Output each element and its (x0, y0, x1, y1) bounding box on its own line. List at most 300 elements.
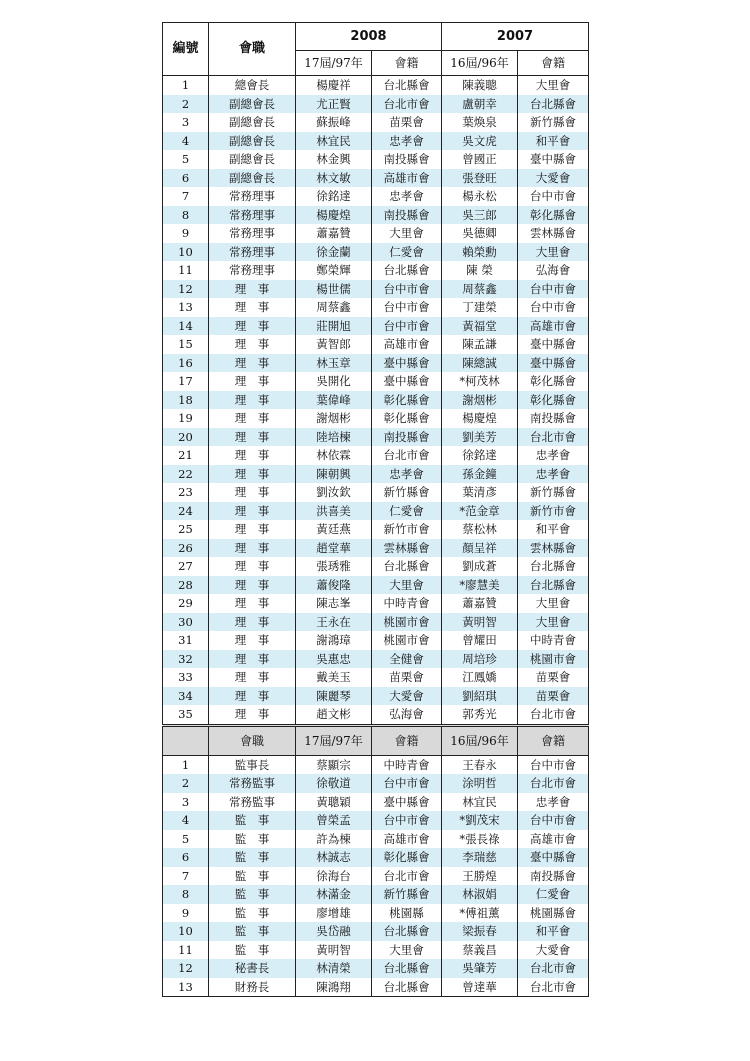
member-2007-cell: 林淑娟 (442, 885, 518, 904)
table-row (163, 150, 589, 169)
member-2008-cell: 尤正賢 (296, 95, 372, 114)
member-2008-cell: 林文敏 (296, 169, 372, 188)
row-number-cell: 9 (163, 224, 209, 243)
role-cell: 理 事 (209, 372, 296, 391)
assoc-2007-cell: 台北縣會 (518, 557, 589, 576)
assoc-2008-cell: 大里會 (372, 224, 442, 243)
assoc-2007-cell: 台北市會 (518, 705, 589, 725)
assoc-2008-cell: 新竹市會 (372, 520, 442, 539)
role-cell: 理 事 (209, 483, 296, 502)
member-2007-cell: 江鳳嬌 (442, 668, 518, 687)
assoc-2007-cell: 仁愛會 (518, 885, 589, 904)
header-term-2007: 16屆/96年 (442, 51, 518, 76)
member-2008-cell: 黃智郎 (296, 335, 372, 354)
assoc-2007-cell: 和平會 (518, 922, 589, 941)
header-assoc-2007: 會籍 (518, 725, 589, 755)
member-2007-cell: 曾國正 (442, 150, 518, 169)
row-number-cell: 8 (163, 206, 209, 225)
row-number-cell: 13 (163, 978, 209, 997)
member-2007-cell: 林宜民 (442, 793, 518, 812)
member-2007-cell: *廖慧美 (442, 576, 518, 595)
blank (163, 725, 209, 755)
member-2007-cell: 梁振春 (442, 922, 518, 941)
role-cell: 理 事 (209, 280, 296, 299)
assoc-2008-cell: 台中市會 (372, 317, 442, 336)
row-number-cell: 3 (163, 113, 209, 132)
row-number-cell: 33 (163, 668, 209, 687)
assoc-2007-cell: 南投縣會 (518, 867, 589, 886)
role-cell: 監 事 (209, 811, 296, 830)
table-row (163, 576, 589, 595)
row-number-cell: 8 (163, 885, 209, 904)
member-2008-cell: 林清榮 (296, 959, 372, 978)
member-2007-cell: 周蔡鑫 (442, 280, 518, 299)
member-2008-cell: 謝鴻璋 (296, 631, 372, 650)
assoc-2008-cell: 忠孝會 (372, 465, 442, 484)
assoc-2008-cell: 仁愛會 (372, 502, 442, 521)
assoc-2007-cell: 中時青會 (518, 631, 589, 650)
table-row (163, 774, 589, 793)
member-2008-cell: 陸培楝 (296, 428, 372, 447)
header-assoc-2007: 會籍 (518, 51, 589, 76)
member-2008-cell: 楊世儒 (296, 280, 372, 299)
role-cell: 理 事 (209, 576, 296, 595)
header-row-years (163, 23, 589, 51)
role-cell: 監 事 (209, 922, 296, 941)
table-row (163, 465, 589, 484)
row-number-cell: 5 (163, 150, 209, 169)
row-number-cell: 11 (163, 941, 209, 960)
member-2007-cell: *劉茂宋 (442, 811, 518, 830)
role-cell: 監 事 (209, 867, 296, 886)
member-2007-cell: 曾達華 (442, 978, 518, 997)
row-number-cell: 6 (163, 848, 209, 867)
assoc-2007-cell: 台中市會 (518, 280, 589, 299)
assoc-2007-cell: 桃園市會 (518, 650, 589, 669)
table-row (163, 409, 589, 428)
member-2007-cell: 吳文虎 (442, 132, 518, 151)
member-2007-cell: 王勝煌 (442, 867, 518, 886)
assoc-2008-cell: 台北縣會 (372, 978, 442, 997)
role-cell: 理 事 (209, 557, 296, 576)
role-cell: 秘書長 (209, 959, 296, 978)
role-cell: 理 事 (209, 594, 296, 613)
assoc-2008-cell: 忠孝會 (372, 187, 442, 206)
assoc-2008-cell: 仁愛會 (372, 243, 442, 262)
assoc-2007-cell: 台北市會 (518, 978, 589, 997)
assoc-2007-cell: 台北市會 (518, 428, 589, 447)
row-number-cell: 23 (163, 483, 209, 502)
member-2007-cell: *傅祖薰 (442, 904, 518, 923)
member-2007-cell: 吳三郎 (442, 206, 518, 225)
assoc-2008-cell: 台北市會 (372, 446, 442, 465)
row-number-cell: 26 (163, 539, 209, 558)
member-2008-cell: 許為棟 (296, 830, 372, 849)
role-cell: 理 事 (209, 613, 296, 632)
assoc-2008-cell: 南投縣會 (372, 206, 442, 225)
assoc-2007-cell: 新竹縣會 (518, 113, 589, 132)
assoc-2008-cell: 中時青會 (372, 594, 442, 613)
member-2007-cell: 吳德卿 (442, 224, 518, 243)
header-assoc-2008: 會籍 (372, 725, 442, 755)
header-year-2008: 2008 (296, 23, 442, 51)
table-row (163, 668, 589, 687)
assoc-2007-cell: 彰化縣會 (518, 206, 589, 225)
assoc-2008-cell: 大里會 (372, 576, 442, 595)
assoc-2008-cell: 桃園市會 (372, 613, 442, 632)
row-number-cell: 20 (163, 428, 209, 447)
table-row (163, 132, 589, 151)
row-number-cell: 15 (163, 335, 209, 354)
member-2007-cell: 周培珍 (442, 650, 518, 669)
table-row (163, 539, 589, 558)
assoc-2008-cell: 高雄市會 (372, 335, 442, 354)
row-number-cell: 1 (163, 755, 209, 774)
table-row (163, 848, 589, 867)
member-2008-cell: 徐金蘭 (296, 243, 372, 262)
row-number-cell: 7 (163, 187, 209, 206)
assoc-2007-cell: 苗栗會 (518, 668, 589, 687)
table-row (163, 243, 589, 262)
member-2008-cell: 陳志峯 (296, 594, 372, 613)
member-2008-cell: 曾榮孟 (296, 811, 372, 830)
assoc-2008-cell: 大愛會 (372, 687, 442, 706)
assoc-2007-cell: 和平會 (518, 132, 589, 151)
assoc-2008-cell: 台北市會 (372, 867, 442, 886)
member-2008-cell: 葉偉峰 (296, 391, 372, 410)
table-row (163, 224, 589, 243)
member-2008-cell: 林金興 (296, 150, 372, 169)
role-cell: 常務理事 (209, 224, 296, 243)
member-2007-cell: 陳孟謙 (442, 335, 518, 354)
assoc-2008-cell: 台北縣會 (372, 76, 442, 95)
row-number-cell: 30 (163, 613, 209, 632)
row-number-cell: 4 (163, 811, 209, 830)
role-cell: 理 事 (209, 465, 296, 484)
role-cell: 常務理事 (209, 206, 296, 225)
role-cell: 理 事 (209, 631, 296, 650)
table-row (163, 978, 589, 997)
assoc-2008-cell: 台中市會 (372, 280, 442, 299)
assoc-2008-cell: 弘海會 (372, 705, 442, 725)
member-2007-cell: 楊慶煌 (442, 409, 518, 428)
role-cell: 理 事 (209, 317, 296, 336)
table-row (163, 904, 589, 923)
member-2007-cell: 張登旺 (442, 169, 518, 188)
header-term-2008: 17屆/97年 (296, 725, 372, 755)
assoc-2008-cell: 苗栗會 (372, 113, 442, 132)
table-row (163, 280, 589, 299)
row-number-cell: 12 (163, 280, 209, 299)
role-cell: 理 事 (209, 668, 296, 687)
member-2008-cell: 陳鴻翔 (296, 978, 372, 997)
table-row (163, 922, 589, 941)
row-number-cell: 5 (163, 830, 209, 849)
table-row (163, 95, 589, 114)
row-number-cell: 13 (163, 298, 209, 317)
row-number-cell: 19 (163, 409, 209, 428)
member-2007-cell: 顏呈祥 (442, 539, 518, 558)
member-2008-cell: 林宜民 (296, 132, 372, 151)
assoc-2008-cell: 彰化縣會 (372, 391, 442, 410)
role-cell: 常務監事 (209, 774, 296, 793)
assoc-2007-cell: 新竹縣會 (518, 483, 589, 502)
table-row (163, 885, 589, 904)
member-2007-cell: 陳 榮 (442, 261, 518, 280)
member-2008-cell: 吳岱融 (296, 922, 372, 941)
member-2008-cell: 黃明智 (296, 941, 372, 960)
assoc-2007-cell: 大里會 (518, 613, 589, 632)
table-row (163, 502, 589, 521)
member-2008-cell: 洪喜美 (296, 502, 372, 521)
table-row (163, 613, 589, 632)
row-number-cell: 16 (163, 354, 209, 373)
table-row (163, 687, 589, 706)
row-number-cell: 1 (163, 76, 209, 95)
assoc-2008-cell: 南投縣會 (372, 150, 442, 169)
member-2008-cell: 徐敬道 (296, 774, 372, 793)
assoc-2007-cell: 台中市會 (518, 755, 589, 774)
assoc-2007-cell: 苗栗會 (518, 687, 589, 706)
member-2007-cell: 吳肇芳 (442, 959, 518, 978)
role-cell: 常務理事 (209, 187, 296, 206)
assoc-2007-cell: 和平會 (518, 520, 589, 539)
role-cell: 監 事 (209, 904, 296, 923)
member-2008-cell: 徐海台 (296, 867, 372, 886)
assoc-2008-cell: 臺中縣會 (372, 793, 442, 812)
table-row (163, 941, 589, 960)
assoc-2007-cell: 臺中縣會 (518, 335, 589, 354)
table-row (163, 520, 589, 539)
member-2008-cell: 林滿金 (296, 885, 372, 904)
header-number: 編號 (163, 23, 209, 76)
role-cell: 理 事 (209, 446, 296, 465)
table-row (163, 354, 589, 373)
role-cell: 副總會長 (209, 132, 296, 151)
assoc-2008-cell: 臺中縣會 (372, 354, 442, 373)
assoc-2008-cell: 桃園市會 (372, 631, 442, 650)
row-number-cell: 35 (163, 705, 209, 725)
role-cell: 理 事 (209, 539, 296, 558)
role-cell: 副總會長 (209, 169, 296, 188)
row-number-cell: 7 (163, 867, 209, 886)
row-number-cell: 22 (163, 465, 209, 484)
table-row (163, 631, 589, 650)
role-cell: 理 事 (209, 705, 296, 725)
member-2008-cell: 林依霖 (296, 446, 372, 465)
member-2008-cell: 蘇振峰 (296, 113, 372, 132)
table-row (163, 867, 589, 886)
table-row (163, 483, 589, 502)
role-cell: 財務長 (209, 978, 296, 997)
header-role: 會職 (209, 725, 296, 755)
assoc-2008-cell: 中時青會 (372, 755, 442, 774)
member-2007-cell: 丁建榮 (442, 298, 518, 317)
table-row (163, 113, 589, 132)
table-row (163, 261, 589, 280)
member-2007-cell: 劉美芳 (442, 428, 518, 447)
member-2007-cell: *范金章 (442, 502, 518, 521)
member-2008-cell: 莊開旭 (296, 317, 372, 336)
member-2008-cell: 蔡顯宗 (296, 755, 372, 774)
member-2007-cell: 蔡義昌 (442, 941, 518, 960)
row-number-cell: 28 (163, 576, 209, 595)
assoc-2008-cell: 新竹縣會 (372, 885, 442, 904)
row-number-cell: 29 (163, 594, 209, 613)
member-2008-cell: 劉汝欽 (296, 483, 372, 502)
member-2008-cell: 吳惠忠 (296, 650, 372, 669)
role-cell: 理 事 (209, 502, 296, 521)
assoc-2007-cell: 忠孝會 (518, 446, 589, 465)
member-2007-cell: 劉紹琪 (442, 687, 518, 706)
role-cell: 常務監事 (209, 793, 296, 812)
table-row (163, 557, 589, 576)
member-2008-cell: 王永在 (296, 613, 372, 632)
member-2008-cell: 黃聰穎 (296, 793, 372, 812)
member-2008-cell: 趙堂華 (296, 539, 372, 558)
member-2008-cell: 廖增雄 (296, 904, 372, 923)
table-row (163, 811, 589, 830)
row-number-cell: 27 (163, 557, 209, 576)
role-cell: 副總會長 (209, 150, 296, 169)
table-row (163, 705, 589, 725)
assoc-2008-cell: 台中市會 (372, 298, 442, 317)
header-role: 會職 (209, 23, 296, 76)
member-2007-cell: 謝烟彬 (442, 391, 518, 410)
row-number-cell: 14 (163, 317, 209, 336)
assoc-2008-cell: 臺中縣會 (372, 372, 442, 391)
role-cell: 監 事 (209, 848, 296, 867)
assoc-2008-cell: 新竹縣會 (372, 483, 442, 502)
assoc-2008-cell: 忠孝會 (372, 132, 442, 151)
role-cell: 副總會長 (209, 113, 296, 132)
row-number-cell: 11 (163, 261, 209, 280)
table-row (163, 391, 589, 410)
officer-roster-table (162, 22, 589, 997)
member-2007-cell: 王春永 (442, 755, 518, 774)
assoc-2007-cell: 大愛會 (518, 169, 589, 188)
table-row (163, 76, 589, 95)
member-2007-cell: 陳總誠 (442, 354, 518, 373)
row-number-cell: 21 (163, 446, 209, 465)
header-term-2007: 16屆/96年 (442, 725, 518, 755)
member-2007-cell: 陳義聰 (442, 76, 518, 95)
row-number-cell: 4 (163, 132, 209, 151)
member-2007-cell: 蕭嘉贊 (442, 594, 518, 613)
assoc-2007-cell: 大里會 (518, 594, 589, 613)
member-2008-cell: 蕭嘉贊 (296, 224, 372, 243)
role-cell: 理 事 (209, 354, 296, 373)
assoc-2008-cell: 苗栗會 (372, 668, 442, 687)
assoc-2007-cell: 忠孝會 (518, 465, 589, 484)
row-number-cell: 31 (163, 631, 209, 650)
assoc-2007-cell: 臺中縣會 (518, 354, 589, 373)
row-number-cell: 17 (163, 372, 209, 391)
assoc-2008-cell: 彰化縣會 (372, 848, 442, 867)
assoc-2007-cell: 台北縣會 (518, 95, 589, 114)
assoc-2008-cell: 桃園縣 (372, 904, 442, 923)
member-2008-cell: 吳開化 (296, 372, 372, 391)
member-2008-cell: 蕭俊隆 (296, 576, 372, 595)
member-2007-cell: 徐銘達 (442, 446, 518, 465)
assoc-2008-cell: 彰化縣會 (372, 409, 442, 428)
assoc-2008-cell: 台中市會 (372, 811, 442, 830)
member-2007-cell: 葉煥泉 (442, 113, 518, 132)
member-2007-cell: 楊永松 (442, 187, 518, 206)
table-row (163, 317, 589, 336)
assoc-2007-cell: 台中市會 (518, 811, 589, 830)
assoc-2008-cell: 高雄市會 (372, 169, 442, 188)
table-row (163, 594, 589, 613)
member-2007-cell: 孫金鐘 (442, 465, 518, 484)
row-number-cell: 3 (163, 793, 209, 812)
assoc-2008-cell: 雲林縣會 (372, 539, 442, 558)
assoc-2008-cell: 台北市會 (372, 95, 442, 114)
assoc-2008-cell: 高雄市會 (372, 830, 442, 849)
assoc-2008-cell: 大里會 (372, 941, 442, 960)
member-2007-cell: *柯茂林 (442, 372, 518, 391)
role-cell: 理 事 (209, 409, 296, 428)
table-row (163, 335, 589, 354)
member-2007-cell: 黃福堂 (442, 317, 518, 336)
member-2008-cell: 黃廷燕 (296, 520, 372, 539)
table-row (163, 793, 589, 812)
member-2007-cell: 曾耀田 (442, 631, 518, 650)
assoc-2007-cell: 台中市會 (518, 187, 589, 206)
assoc-2007-cell: 弘海會 (518, 261, 589, 280)
assoc-2007-cell: 雲林縣會 (518, 224, 589, 243)
member-2008-cell: 林誠志 (296, 848, 372, 867)
assoc-2007-cell: 忠孝會 (518, 793, 589, 812)
role-cell: 理 事 (209, 520, 296, 539)
member-2007-cell: *張長祿 (442, 830, 518, 849)
table-row (163, 650, 589, 669)
table-row (163, 446, 589, 465)
row-number-cell: 32 (163, 650, 209, 669)
member-2007-cell: 郭秀光 (442, 705, 518, 725)
assoc-2008-cell: 台北縣會 (372, 261, 442, 280)
member-2008-cell: 楊慶煌 (296, 206, 372, 225)
assoc-2007-cell: 桃園縣會 (518, 904, 589, 923)
role-cell: 監 事 (209, 941, 296, 960)
member-2008-cell: 戴美玉 (296, 668, 372, 687)
header-assoc-2008: 會籍 (372, 51, 442, 76)
row-number-cell: 34 (163, 687, 209, 706)
row-number-cell: 12 (163, 959, 209, 978)
assoc-2007-cell: 南投縣會 (518, 409, 589, 428)
row-number-cell: 10 (163, 243, 209, 262)
role-cell: 理 事 (209, 687, 296, 706)
assoc-2007-cell: 臺中縣會 (518, 150, 589, 169)
row-number-cell: 2 (163, 774, 209, 793)
assoc-2007-cell: 大愛會 (518, 941, 589, 960)
assoc-2007-cell: 高雄市會 (518, 830, 589, 849)
table-row (163, 187, 589, 206)
row-number-cell: 10 (163, 922, 209, 941)
assoc-2007-cell: 台北市會 (518, 774, 589, 793)
assoc-2007-cell: 臺中縣會 (518, 848, 589, 867)
row-number-cell: 25 (163, 520, 209, 539)
header-term-2008: 17屆/97年 (296, 51, 372, 76)
role-cell: 常務理事 (209, 243, 296, 262)
assoc-2007-cell: 雲林縣會 (518, 539, 589, 558)
assoc-2008-cell: 台北縣會 (372, 922, 442, 941)
role-cell: 監 事 (209, 885, 296, 904)
table-row (163, 298, 589, 317)
role-cell: 常務理事 (209, 261, 296, 280)
assoc-2007-cell: 台中市會 (518, 298, 589, 317)
member-2007-cell: 黃明智 (442, 613, 518, 632)
